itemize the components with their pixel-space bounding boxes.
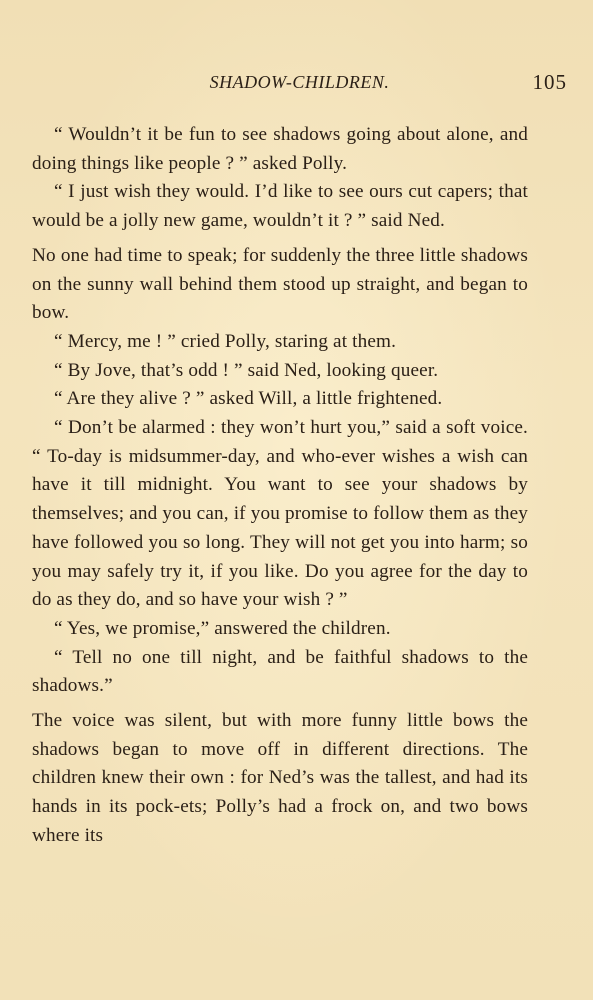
paragraph: “ Don’t be alarmed : they won’t hurt you,” said a soft voice. “ To-day is midsummer-day, and who-ever wishes a wish can have it till midnight. You want to see your shadows by themselves; and you can, if you promise to follow them as they have followed you so long. They will not get you into harm; so you may safely try it, if you like. Do you agree for the day to do as they do, and so have your wish ? ”: [32, 417, 528, 611]
paragraph: The voice was silent, but with more funny little bows the shadows began to move off in different directions. The children knew their own : for Ned’s was the tallest, and had its hands in its pock-ets; Polly’s had a frock on, and two bows where its: [32, 710, 528, 846]
page-number: 105: [532, 70, 567, 94]
paragraph: “ Wouldn’t it be fun to see shadows going about alone, and doing things like people ? ” asked Polly.: [32, 124, 528, 174]
paragraph: “ Are they alive ? ” asked Will, a little frightened.: [54, 388, 443, 410]
paragraph: “ By Jove, that’s odd ! ” said Ned, looking queer.: [54, 359, 439, 381]
body-text: [32, 121, 528, 851]
paragraph: No one had time to speak; for suddenly the three little shadows on the sunny wall behind them stood up straight, and began to bow.: [32, 244, 528, 324]
paragraph: “ I just wish they would. I’d like to see ours cut capers; that would be a jolly new game, wouldn’t it ? ” said Ned.: [32, 181, 528, 232]
page-header: [32, 70, 567, 102]
running-title: SHADOW-CHILDREN.: [209, 72, 390, 92]
paragraph: “ Mercy, me ! ” cried Polly, staring at them.: [54, 330, 397, 352]
paragraph: “ Yes, we promise,” answered the children.: [54, 617, 391, 639]
paragraph: “ Tell no one till night, and be faithful shadows to the shadows.”: [32, 646, 528, 697]
